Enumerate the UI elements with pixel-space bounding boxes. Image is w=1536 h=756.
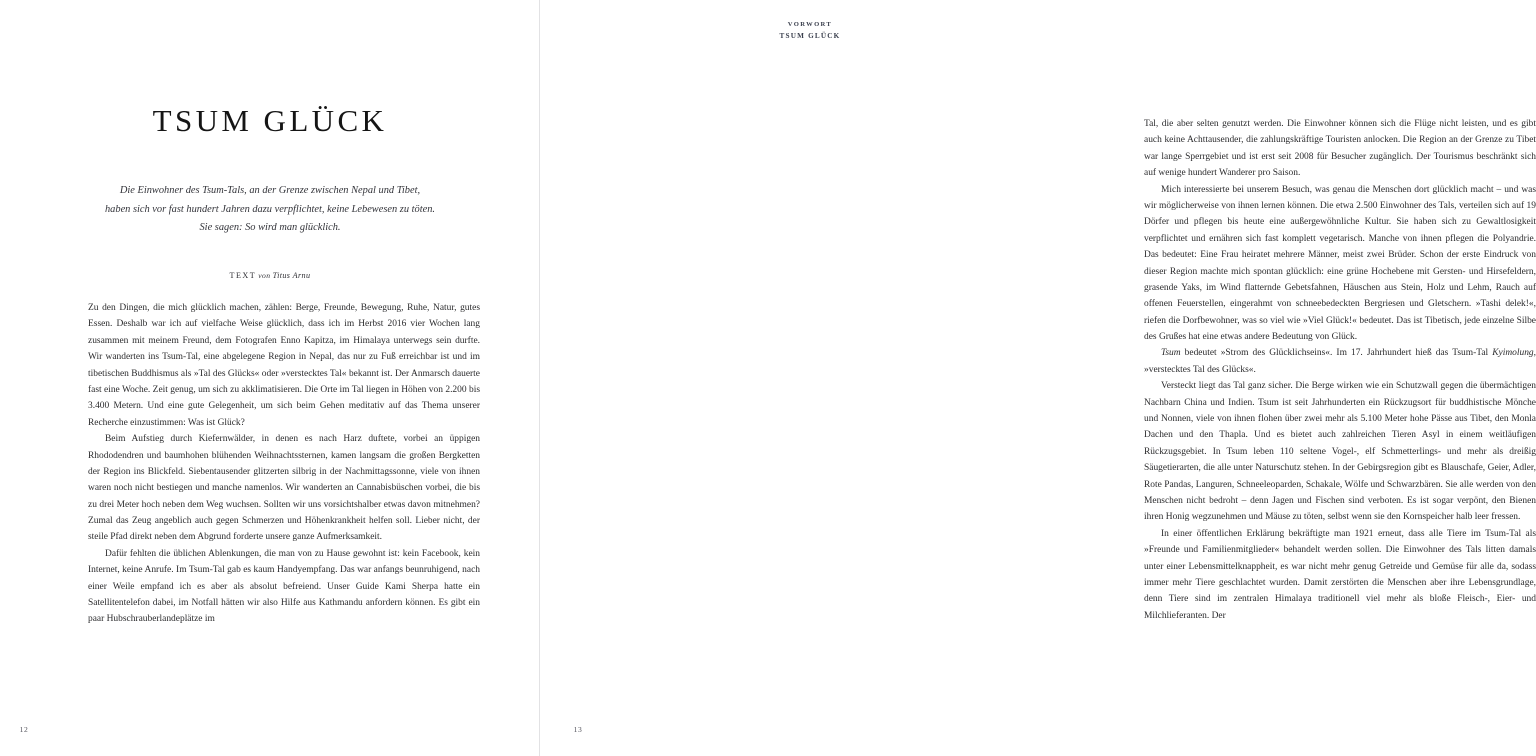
running-head-section: VORWORT — [787, 21, 833, 28]
left-page-body-column — [88, 300, 480, 628]
byline-author: Titus Arnu — [272, 270, 311, 280]
right-page-body-column — [1144, 116, 1536, 624]
byline-label: TEXT — [229, 270, 257, 280]
paragraph: Versteckt liegt das Tal ganz sicher. Die Berge wirken wie ein Schutzwall gegen die übermächtigen Nachbarn China und Indien. Tsum ist seit Jahrhunderten ein Rückzugsort für buddhistische Mönche und Nonnen, viele von ihnen flohen über zwei mehr als 5.100 Meter hohe Pässe aus Tibet, den Monla Dachen und den Thapla. Und es bietet auch zahlreichen Tieren Asyl in einem weitläufigen Rückzugsgebiet. In Tsum leben 110 seltene Vogel-, elf Schmetterlings- und mehr als dreißig Säugetierarten, die alle unter Naturschutz stehen. In der Gebirgsregion gibt es Blauschafe, Geier, Adler, Rote Pandas, Languren, Schneeleoparden, Schakale, Wölfe und Schwarzbären. Sie alle werden von den Menschen nicht bedroht – denn Jagen und Fischen sind verboten. Es ist sogar verpönt, den Bienen ihren Honig wegzunehmen und Mäuse zu töten, selbst wenn sie den Kornspeicher halb leer fressen. — [1144, 381, 1536, 523]
paragraph: Beim Aufstieg durch Kiefernwälder, in denen es nach Harz duftete, vorbei an üppigen Rhododendren und baumhohen blühenden Weihnachtssternen, kamen langsam die großen Bergketten der Region ins Blickfeld. Siebentausender glitzerten silbrig in der Nachmittagssonne, viele von ihnen waren noch nicht bestiegen und manche namenlos. Wir wanderten an Cannabisbüschen vorbei, die bis zu drei Meter hoch neben dem Weg wuchsen. Sollten wir uns vorsichtshalber etwas davon mitnehmen? Zumal das Zeug angeblich auch gegen Schmerzen und Höhenkrankheit helfen soll. Lieber nicht, der steile Pfad direkt neben dem Abgrund forderte unsere ganze Aufmerksamkeit. — [88, 434, 480, 543]
italic-term-tsum: Tsum — [1161, 348, 1181, 359]
folio-right: 13 — [573, 725, 583, 734]
paragraph: Zu den Dingen, die mich glücklich machen, zählen: Berge, Freunde, Bewegung, Ruhe, Natur, gutes Essen. Deshalb war ich auf vielfache Weise glücklich, dass ich im Herbst 2016 vier Wochen lang zusammen mit meinem Freund, dem Fotografen Enno Kapitza, im Himalaya unterwegs sein durfte. Wir wanderten ins Tsum-Tal, eine abgelegene Region in Nepal, das nur zu Fuß erreichbar ist und im tibetischen Buddhismus als »Tal des Glücks« oder »verstecktes Tal« bekannt ist. Der Anmarsch dauerte fast eine Woche. Zeit genug, um sich zu akklimatisieren. Die Orte im Tal liegen in Höhen von 2.200 bis 3.400 Metern. Und eine gute Gelegenheit, um sich beim Gehen meditativ auf das Thema unserer Recherche einzustimmen: Was ist Glück? — [88, 303, 480, 428]
standfirst-line-2: haben sich vor fast hundert Jahren dazu verpflichtet, keine Lebewesen zu töten. — [104, 203, 436, 215]
standfirst-line-1: Die Einwohner des Tsum-Tals, an der Grenze zwischen Nepal und Tibet, — [119, 185, 421, 197]
paragraph: Dafür fehlten die üblichen Ablenkungen, die man von zu Hause gewohnt ist: kein Facebook, kein Internet, keine Anrufe. Im Tsum-Tal gab es kaum Handyempfang. Das war anfangs beunruhigend, nach einer Weile empfand ich es aber als absolut befreiend. Unser Guide Kami Sherpa hatte ein Satellitentelefon dabei, im Notfall hätten wir also Hilfe aus Kathmandu anfordern können. Es gibt ein paar Hubschrauberlandeplätze im — [88, 548, 480, 625]
italic-term-kyimolung: Kyimolung, — [1492, 348, 1536, 359]
right-page — [540, 0, 1536, 756]
paragraph: Tal, die aber selten genutzt werden. Die Einwohner können sich die Flüge nicht leisten, und es gibt auch keine Achttausender, die zahlungskräftige Touristen anlocken. Die Region an der Grenze zu Tibet war lange Sperrgebiet und ist erst seit 2008 für Besucher zugänglich. Der Tourismus beschränkt sich auf wenige hundert Wanderer pro Saison. — [1144, 119, 1536, 179]
running-head-title: TSUM GLÜCK — [779, 32, 841, 41]
page-gutter-divider — [539, 0, 540, 756]
paragraph-text: bedeutet »Strom des Glücklichseins«. Im 17. Jahrhundert hieß das Tsum-Tal — [1180, 348, 1493, 359]
article-title: TSUM GLÜCK — [152, 103, 388, 138]
title-block — [60, 104, 480, 280]
byline — [60, 271, 480, 280]
paragraph-text-tail: »verstecktes Tal des Glücks«. — [1144, 364, 1256, 375]
paragraph: In einer öffentlichen Erklärung bekräftigte man 1921 erneut, dass alle Tiere im Tsum-Tal als »Freunde und Familienmitglieder« behandelt werden sollen. Die Einwohner des Tals litten damals unter einer Lebensmittelknappheit, es war nicht mehr genug Getreide und Gemüse für alle da, sodass immer mehr Tiere geschlachtet wurden. Damit zerstörten die Menschen aber ihre Lebensgrundlage, denn Tiere sind im zentralen Himalaya traditionell viel mehr als bloße Fleisch-, Eier- und Milchlieferanten. Der — [1144, 528, 1536, 621]
left-page — [0, 0, 540, 756]
standfirst-line-3: Sie sagen: So wird man glücklich. — [199, 222, 341, 234]
paragraph-with-italics — [1144, 345, 1536, 378]
standfirst — [70, 182, 470, 238]
paragraph: Mich interessierte bei unserem Besuch, was genau die Menschen dort glücklich macht – und was wir möglicherweise von ihnen lernen können. Die etwa 2.500 Einwohner des Tals, verteilen sich auf 19 Dörfer und pflegen bis heute eine außergewöhnliche Kultur. Sie haben sich zu Gewaltlosigkeit verpflichtet und ernähren sich fast komplett vegetarisch. Manche von ihnen pflegen die Polyandrie. Das bedeutet: Eine Frau heiratet mehrere Männer, meist zwei Brüder. Schon der erste Eindruck von dieser Region machte mich spontan glücklich: eine grüne Hochebene mit Gersten- und Hirsefeldern, grasende Yaks, im Wind flatternde Gebetsfahnen, Häuschen aus Stein, Holz und Lehm, Rauch auf offenen Feuerstellen, eingerahmt von schneebedeckten Bergriesen und Gletschern. »Tashi delek!«, riefen die Dorfbewohner, was so viel wie »Viel Glück!« bedeutet. Das ist Tibetisch, jede einzelne Silbe des Grußes hat eine etwas andere Bedeutung von Glück. — [1144, 184, 1536, 343]
running-head — [540, 20, 1080, 42]
folio-left: 12 — [19, 725, 29, 734]
byline-connector: von — [258, 270, 271, 280]
